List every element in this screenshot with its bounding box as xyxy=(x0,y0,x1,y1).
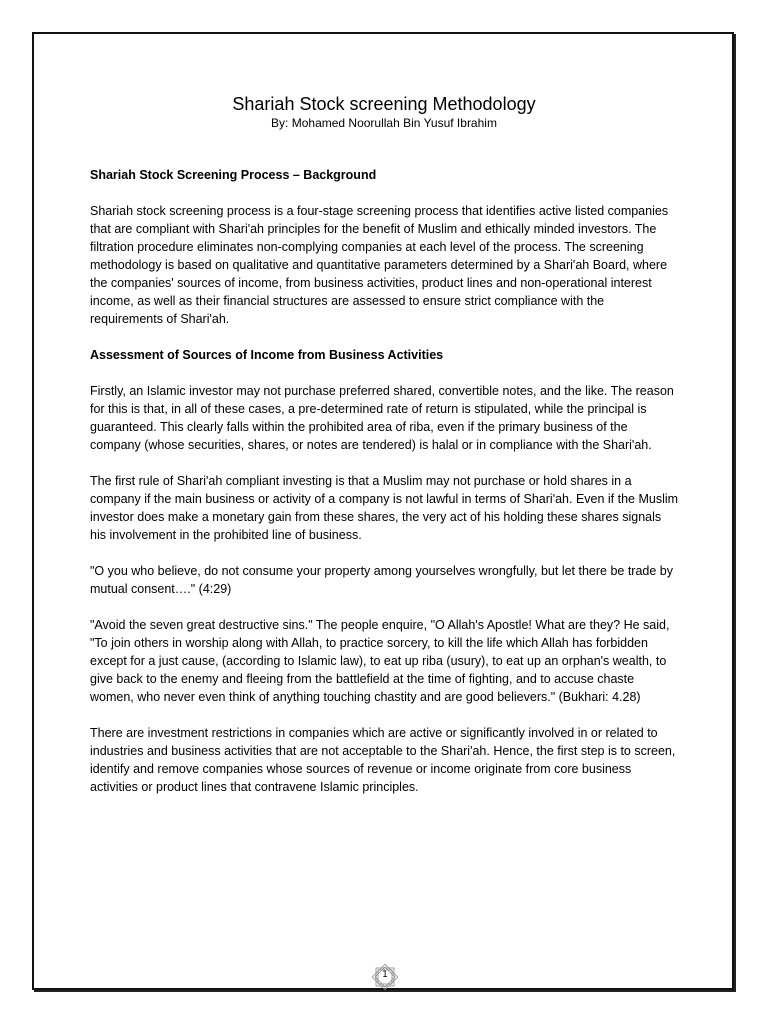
document-title: Shariah Stock screening Methodology xyxy=(232,94,536,114)
document-body xyxy=(90,166,680,814)
paragraph: There are investment restrictions in companies which are active or significantly involved in or related to industries and business activities that are not acceptable to the Shari'ah. Hence, the first step is to screen, identify and remove companies whose sources of revenue or income originate from core business activities or product lines that contravene Islamic principles. xyxy=(90,726,676,794)
octagram-ornament-icon xyxy=(367,962,403,992)
paragraph: Shariah stock screening process is a four-stage screening process that identifies active listed companies that are compliant with Shari'ah principles for the benefit of Muslim and ethically minded investors. The filtration procedure eliminates non-complying companies at each level of the process. The screening methodology is based on qualitative and quantitative parameters determined by a Shari'ah Board, where the companies' sources of income, from business activities, product lines and non-operational interest income, as well as their financial structures are assessed to ensure strict compliance with the requirements of Shari'ah. xyxy=(90,204,669,326)
section-heading-background: Shariah Stock Screening Process – Background xyxy=(90,168,377,182)
document-author: By: Mohamed Noorullah Bin Yusuf Ibrahim xyxy=(271,116,497,130)
quote-paragraph: "O you who believe, do not consume your property among yourselves wrongfully, but let there be trade by mutual consent…." (4:29) xyxy=(90,564,673,596)
section-heading-assessment: Assessment of Sources of Income from Business Activities xyxy=(90,348,444,362)
paragraph: The first rule of Shari'ah compliant investing is that a Muslim may not purchase or hold shares in a company if the main business or activity of a company is not lawful in terms of Shari'ah. Even if the Muslim investor does make a monetary gain from these shares, the very act of his holding these shares signals his involvement in the prohibited line of business. xyxy=(90,474,679,542)
page-number: 1 xyxy=(382,970,388,980)
paragraph: Firstly, an Islamic investor may not purchase preferred shared, convertible notes, and the like. The reason for this is that, in all of these cases, a pre-determined rate of return is stipulated, while the principal is guaranteed. This clearly falls within the prohibited area of riba, even if the primary business of the company (whose securities, shares, or notes are tendered) is halal or in compliance with the Shari'ah. xyxy=(90,384,674,452)
hadith-paragraph: "Avoid the seven great destructive sins." The people enquire, "O Allah's Apostle! What are they? He said, "To join others in worship along with Allah, to practice sorcery, to kill the life which Allah has forbidden except for a just cause, (according to Islamic law), to eat up riba (usury), to eat up an orphan's wealth, to give back to the enemy and fleeing from the battlefield at the time of fighting, and to accuse chaste women, who never even think of anything touching chastity and are good believers." (Bukhari: 4.28) xyxy=(90,618,670,704)
